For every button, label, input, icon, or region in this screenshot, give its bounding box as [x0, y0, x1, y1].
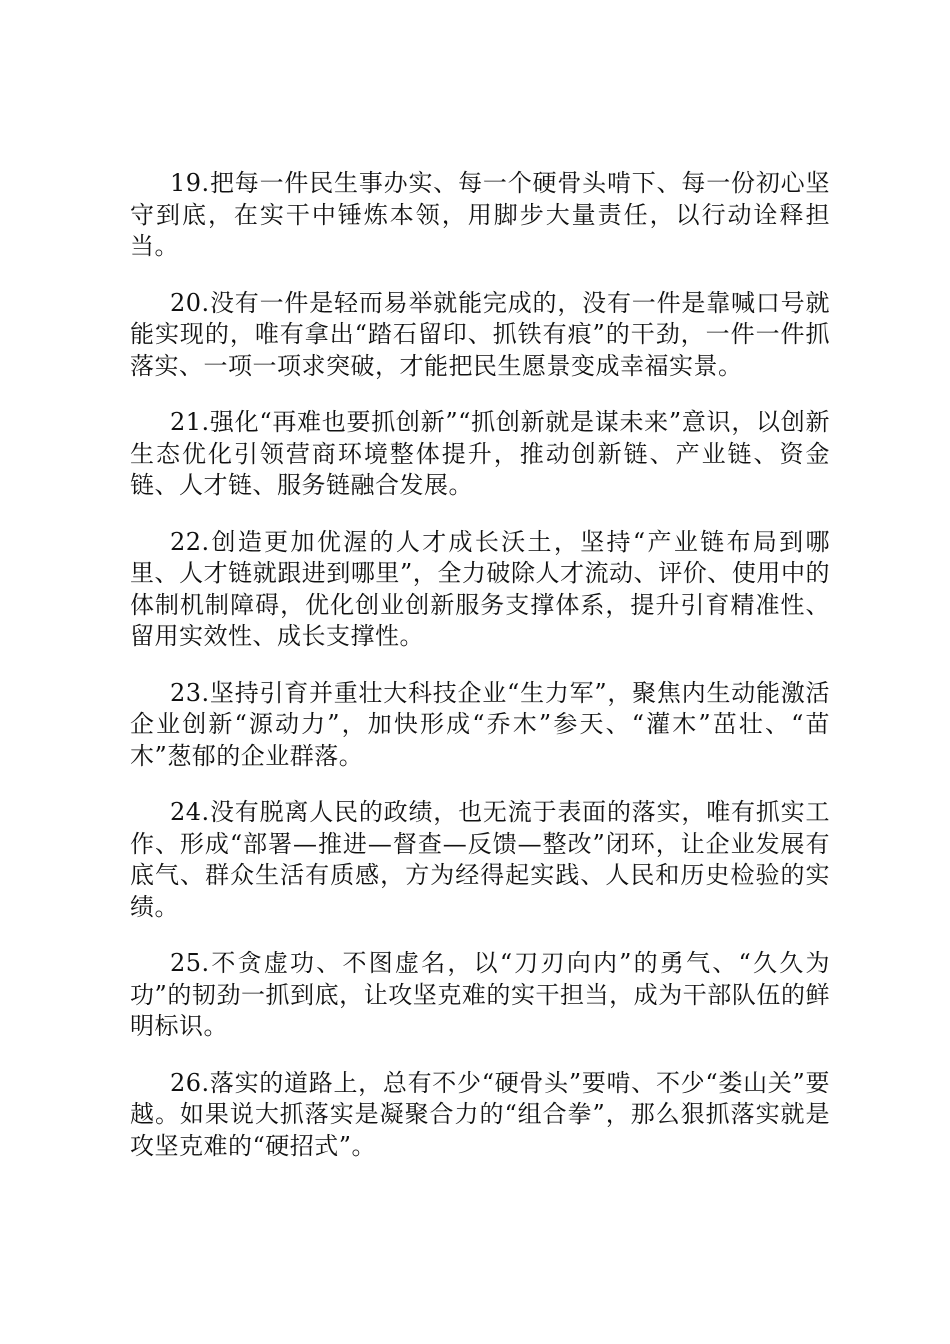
paragraph-22: 22.创造更加优渥的人才成长沃土，坚持“产业链布局到哪里、人才链就跟进到哪里”，全力破除人才流动、评价、使用中的体制机制障碍，优化创业创新服务支撑体系，提升引育精准性、留用实效性、成长支撑性。	[130, 527, 830, 650]
paragraph-19: 19.把每一件民生事办实、每一个硬骨头啃下、每一份初心坚守到底，在实干中锤炼本领，用脚步大量责任，以行动诠释担当。	[130, 169, 830, 260]
paragraph-23: 23.坚持引育并重壮大科技企业“生力军”，聚焦内生动能激活企业创新“源动力”，加快形成“乔木”参天、“灌木”茁壮、“苗木”葱郁的企业群落。	[130, 678, 830, 770]
paragraph-21: 21.强化“再难也要抓创新”“抓创新就是谋未来”意识，以创新生态优化引领营商环境整体提升，推动创新链、产业链、资金链、人才链、服务链融合发展。	[130, 408, 830, 499]
document-page	[130, 168, 830, 1187]
paragraph-25: 25.不贪虚功、不图虚名，以“刀刃向内”的勇气、“久久为功”的韧劲一抓到底，让攻坚克难的实干担当，成为干部队伍的鲜明标识。	[130, 949, 830, 1040]
paragraph-20: 20.没有一件是轻而易举就能完成的，没有一件是靠喊口号就能实现的，唯有拿出“踏石留印、抓铁有痕”的干劲，一件一件抓落实、一项一项求突破，才能把民生愿景变成幸福实景。	[130, 288, 830, 380]
paragraph-26: 26.落实的道路上，总有不少“硬骨头”要啃、不少“娄山关”要越。如果说大抓落实是凝聚合力的“组合拳”，那么狠抓落实就是攻坚克难的“硬招式”。	[130, 1068, 830, 1160]
paragraph-24: 24.没有脱离人民的政绩，也无流于表面的落实，唯有抓实工作、形成“部署—推进—督查—反馈—整改”闭环，让企业发展有底气、群众生活有质感，方为经得起实践、人民和历史检验的实绩。	[130, 798, 830, 921]
